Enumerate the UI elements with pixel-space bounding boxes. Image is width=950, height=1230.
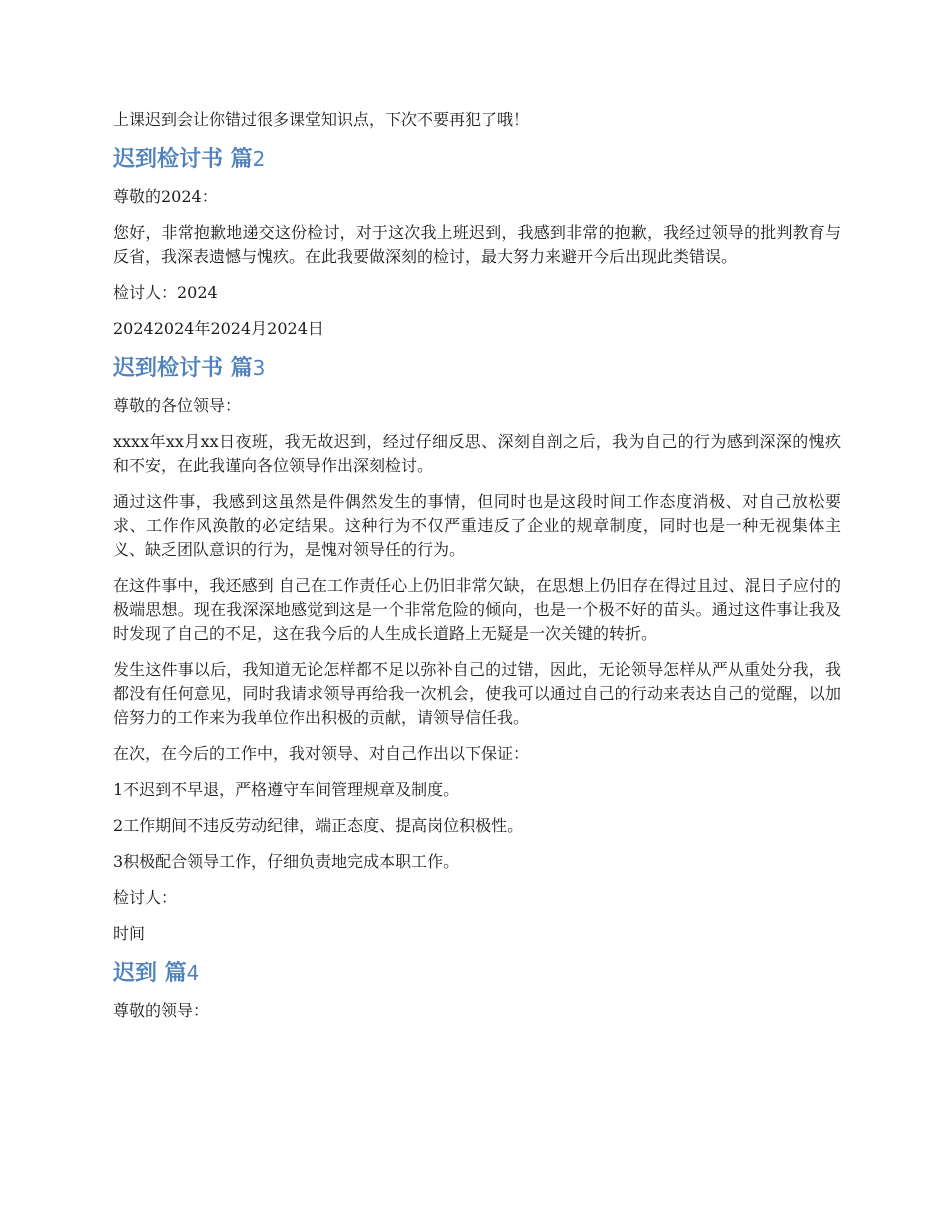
section-3-heading — [113, 353, 841, 384]
section-3-salutation: 尊敬的各位领导： — [113, 396, 242, 415]
section-2-title: 迟到检讨书 篇 — [113, 147, 253, 172]
section-4-salutation: 尊敬的领导： — [113, 1001, 210, 1020]
section-4-heading — [113, 958, 841, 989]
section-3-paragraph: 在次，在今后的工作中，我对领导、对自己作出以下保证： — [113, 744, 530, 763]
section-3-paragraph: 通过这件事，我感到这虽然是件偶然发生的事情，但同时也是这段时间工作态度消极、对自己放松要求、工作作风涣散的必定结果。这种行为不仅严重违反了企业的规章制度，同时也是一种无视集体主义、缺乏团队意识的行为，是愧对领导任的行为。 — [113, 492, 841, 559]
section-3-time: 时间 — [113, 924, 146, 943]
section-3-signer: 检讨人： — [113, 888, 178, 907]
document-page — [113, 108, 841, 1035]
intro-line: 上课迟到会让你错过很多课堂知识点，下次不要再犯了哦！ — [113, 110, 530, 129]
section-2-date: 20242024年2024月2024日 — [113, 319, 324, 338]
section-2-body: 您好，非常抱歉地递交这份检讨，对于这次我上班迟到，我感到非常的抱歉，我经过领导的批判教育与反省，我深表遗憾与愧疚。在此我要做深刻的检讨，最大努力来避开今后出现此类错误。 — [113, 223, 841, 266]
section-3-paragraph: 发生这件事以后，我知道无论怎样都不足以弥补自己的过错，因此，无论领导怎样从严从重处分我，我都没有任何意见，同时我请求领导再给我一次机会，使我可以通过自己的行动来表达自己的觉醒，以加倍努力的工作来为我单位作出积极的贡献，请领导信任我。 — [113, 660, 841, 727]
section-3-paragraph: 在这件事中，我还感到 自己在工作责任心上仍旧非常欠缺，在思想上仍旧存在得过且过、混日子应付的极端思想。现在我深深地感觉到这是一个非常危险的倾向，也是一个极不好的苗头。通过这件事让我及时发现了自己的不足，这在我今后的人生成长道路上无疑是一次关键的转折。 — [113, 576, 841, 643]
pledge-item: 1不迟到不早退，严格遵守车间管理规章及制度。 — [113, 780, 460, 799]
pledge-item: 3积极配合领导工作，仔细负责地完成本职工作。 — [113, 852, 460, 871]
section-2-heading — [113, 144, 841, 175]
section-4-title: 迟到 篇 — [113, 961, 187, 986]
section-2-salutation: 尊敬的2024： — [113, 187, 218, 206]
section-4-number: 4 — [186, 961, 200, 985]
section-3-paragraph: xxxx年xx月xx日夜班，我无故迟到，经过仔细反思、深刻自剖之后，我为自己的行为感到深深的愧疚和不安，在此我谨向各位领导作出深刻检讨。 — [113, 432, 841, 475]
section-2-signer: 检讨人：2024 — [113, 283, 218, 302]
pledge-item: 2工作期间不违反劳动纪律，端正态度、提高岗位积极性。 — [113, 816, 524, 835]
section-2-number: 2 — [252, 147, 266, 171]
section-3-title: 迟到检讨书 篇 — [113, 356, 253, 381]
section-3-number: 3 — [252, 356, 266, 380]
